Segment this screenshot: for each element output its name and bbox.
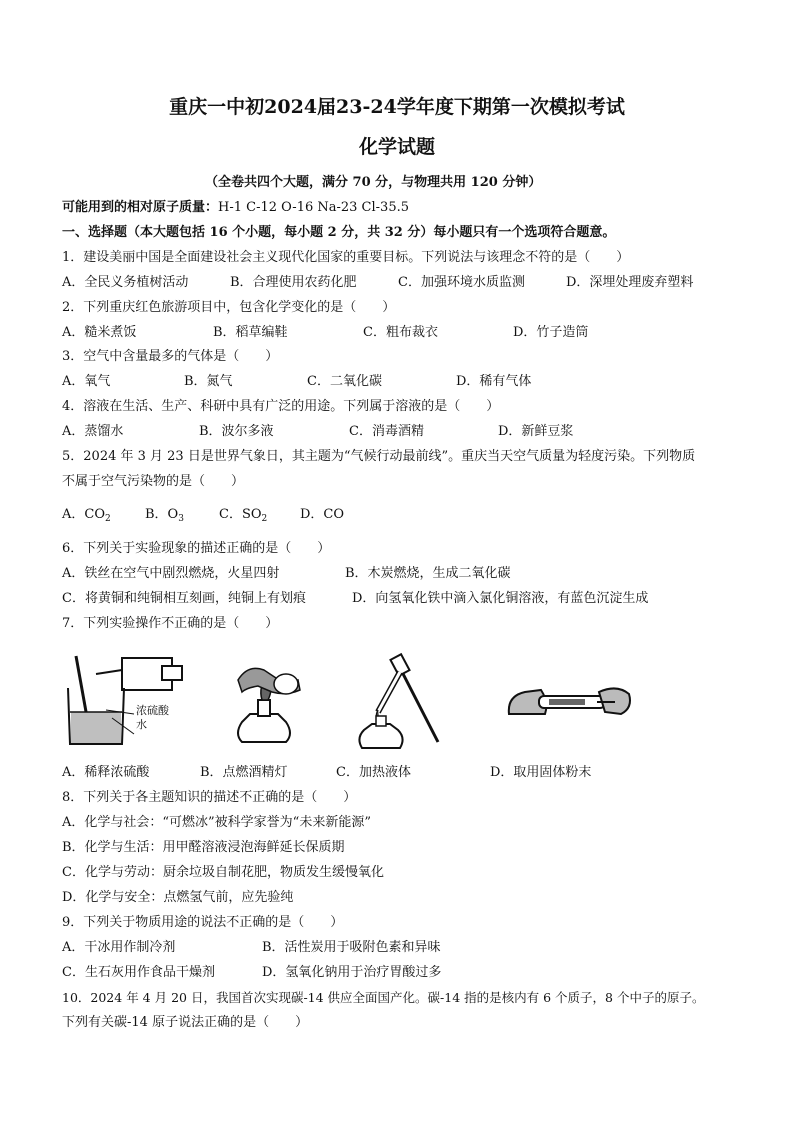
q1-option-b: B．合理使用农药化肥 (230, 275, 357, 290)
q6-stem: 6．下列关于实验现象的描述正确的是（ ） (62, 541, 331, 556)
q5-option-b: B．$O_3$ (145, 507, 184, 524)
q5-option-a: A．$CO_2$ (62, 507, 111, 524)
q4-option-c: C．消毒酒精 (349, 424, 424, 439)
q10-stem-line1: 10．2024 年 4 月 20 日，我国首次实现碳-14 供应全面国产化。碳-14 指的是核内有 6 个质子，8 个中子的原子。 (62, 990, 705, 1005)
q1-option-c: C．加强环境水质监测 (398, 275, 525, 290)
q3-option-c: C．二氧化碳 (307, 374, 382, 389)
q1-stem: 1．建设美丽中国是全面建设社会主义现代化国家的重要目标。下列说法与该理念不符的是（ ） (62, 250, 630, 265)
q9-option-d: D．氢氧化钠用于治疗胃酸过多 (262, 965, 442, 980)
q1-option-d: D．深埋处理废弃塑料 (566, 275, 694, 290)
q8-option-d: D．化学与安全：点燃氢气前，应先验纯 (62, 890, 294, 905)
q9-stem: 9．下列关于物质用途的说法不正确的是（ ） (62, 915, 344, 930)
label-concentrated-sulfuric-acid: 浓硫酸 (136, 704, 169, 717)
q2-option-d: D．竹子造筒 (513, 325, 589, 340)
q5-stem-line2: 不属于空气污染物的是（ ） (62, 474, 245, 489)
q6-option-d: D．向氢氧化铁中滴入氯化铜溶液，有蓝色沉淀生成 (352, 591, 649, 606)
q3-option-a: A．氧气 (62, 374, 111, 389)
exam-title: 重庆一中初2024届23-24学年度下期第一次模拟考试 (169, 96, 625, 118)
q9-option-a: A．干冰用作制冷剂 (62, 940, 176, 955)
q8-stem: 8．下列关于各主题知识的描述不正确的是（ ） (62, 790, 357, 805)
atomic-mass-label: 可能用到的相对原子质量： (62, 200, 219, 215)
exam-subtitle: 化学试题 (358, 136, 435, 158)
q6-option-c: C．将黄铜和纯铜相互刻画，纯铜上有划痕 (62, 591, 306, 606)
q4-option-d: D．新鲜豆浆 (498, 424, 574, 439)
q8-option-c: C．化学与劳动：厨余垃圾自制花肥，物质发生缓慢氧化 (62, 865, 384, 880)
q7-option-d: D．取用固体粉末 (490, 765, 592, 780)
q7-option-b: B．点燃酒精灯 (200, 765, 288, 780)
q8-option-b: B．化学与生活：用甲醛溶液浸泡海鲜延长保质期 (62, 840, 345, 855)
q3-stem: 3．空气中含量最多的气体是（ ） (62, 349, 279, 364)
figure-alcohol-lamp (228, 656, 308, 748)
q4-option-b: B．波尔多液 (199, 424, 274, 439)
q2-stem: 2．下列重庆红色旅游项目中，包含化学变化的是（ ） (62, 300, 396, 315)
label-water: 水 (136, 718, 147, 731)
q7-option-c: C．加热液体 (336, 765, 411, 780)
q3-option-d: D．稀有气体 (456, 374, 532, 389)
q5-option-d: D．CO (300, 507, 345, 522)
q7-option-a: A．稀释浓硫酸 (62, 765, 150, 780)
q3-option-b: B．氮气 (184, 374, 233, 389)
section1-heading: 一、选择题（本大题包括 16 个小题，每小题 2 分，共 32 分）每小题只有一个选项符合题意。 (62, 225, 616, 240)
q9-option-c: C．生石灰用作食品干燥剂 (62, 965, 215, 980)
atomic-mass-line (62, 199, 409, 217)
q6-option-a: A．铁丝在空气中剧烈燃烧，火星四射 (62, 566, 280, 581)
atomic-mass-values: H-1 C-12 O-16 Na-23 Cl-35.5 (218, 200, 409, 215)
q2-option-b: B．稻草编鞋 (213, 325, 288, 340)
q5-option-c: C．$SO_2$ (219, 507, 268, 524)
q8-option-a: A．化学与社会：“可燃冰”被科学家誉为“未来新能源” (62, 815, 371, 830)
q2-option-c: C．粗布裁衣 (363, 325, 438, 340)
q10-stem-line2: 下列有关碳-14 原子说法正确的是（ ） (62, 1015, 309, 1030)
q6-option-b: B．木炭燃烧，生成二氧化碳 (345, 566, 511, 581)
q1-option-a: A．全民义务植树活动 (62, 275, 189, 290)
q2-option-a: A．糙米煮饭 (62, 325, 137, 340)
q4-option-a: A．蒸馏水 (62, 424, 124, 439)
exam-note: （全卷共四个大题，满分 70 分，与物理共用 120 分钟） (205, 175, 542, 190)
q9-option-b: B．活性炭用于吸附色素和异味 (262, 940, 441, 955)
figure-heating-liquid (354, 652, 446, 752)
q4-stem: 4．溶液在生活、生产、科研中具有广泛的用途。下列属于溶液的是（ ） (62, 399, 500, 414)
q7-stem: 7．下列实验操作不正确的是（ ） (62, 616, 279, 631)
q5-stem-line1: 5．2024 年 3 月 23 日是世界气象日，其主题为“气候行动最前线”。重庆当天空气质量为轻度污染。下列物质 (62, 449, 696, 464)
figure-solid-powder (505, 680, 635, 724)
figure-dilute-acid (62, 648, 192, 752)
